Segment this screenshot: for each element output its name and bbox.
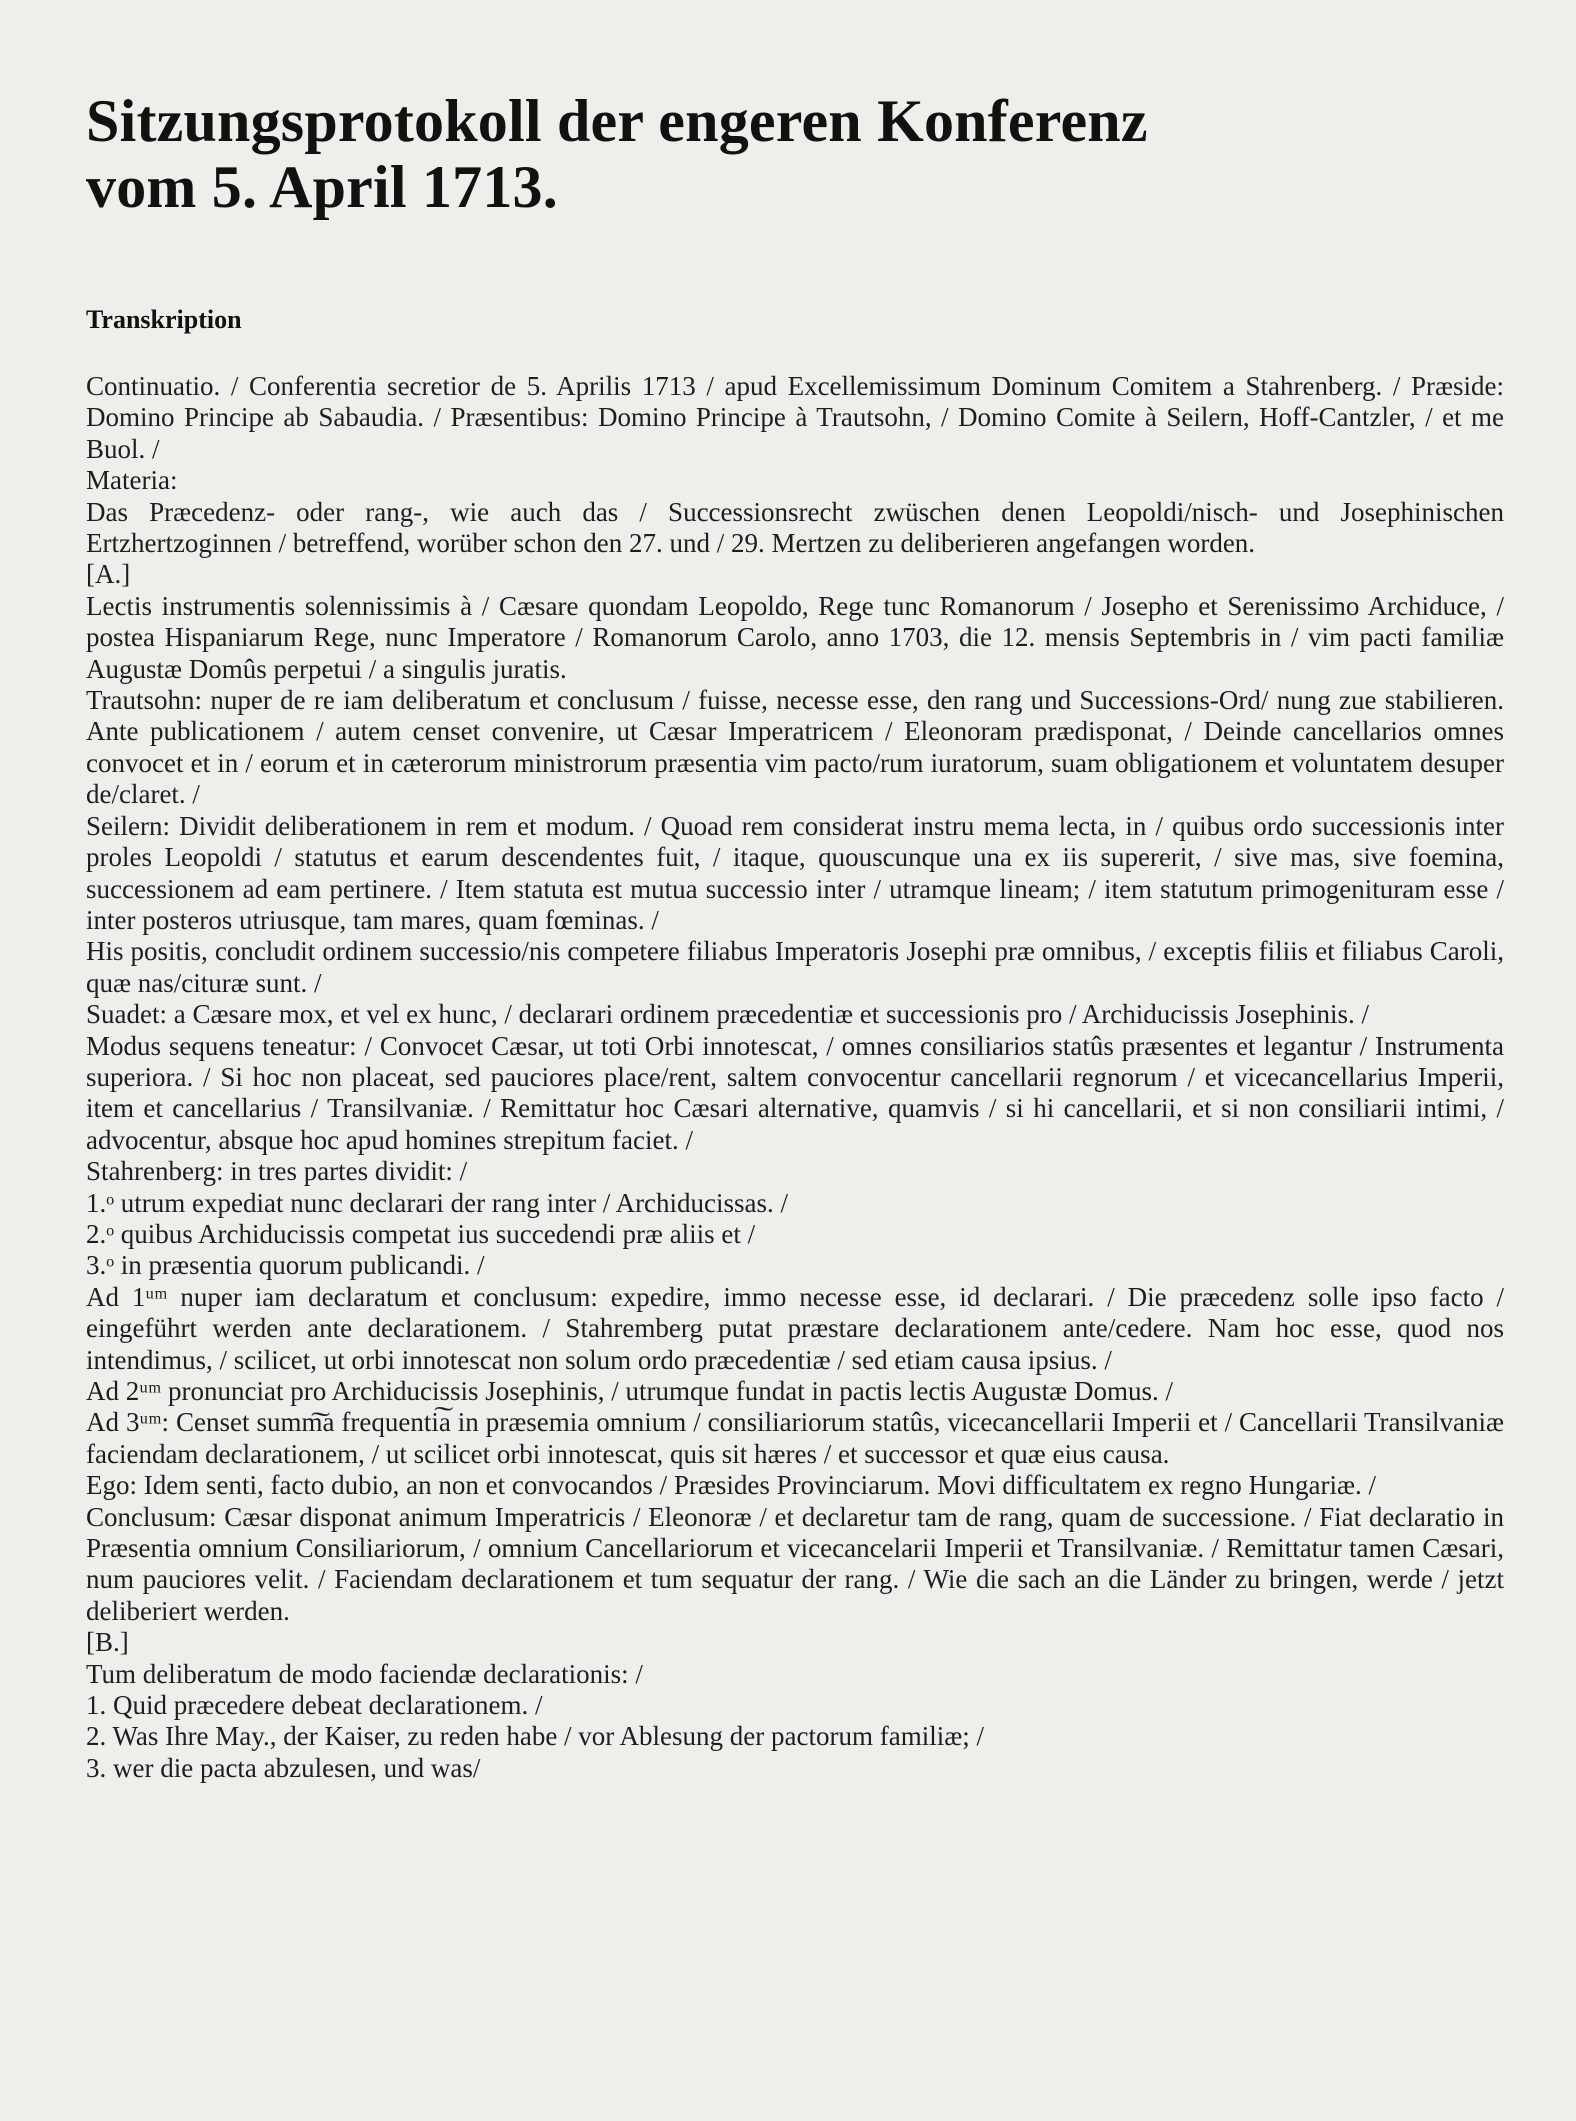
paragraph: Conclusum: Cæsar disponat animum Imperatricis / Eleonoræ / et declaretur tam de rang, quam de successione. / Fiat declaratio in Præsentia omnium Consiliariorum, / omnium Cancellariorum et vicecancelarii Imperii et Transilvaniæ. / Remittatur tamen Cæsari, num pauciores velit. / Faciendam declarationem et tum sequatur der rang. / Wie die sach an die Länder zu bringen, werde / jetzt deliberiert werden. (86, 1501, 1504, 1626)
paragraph: His positis, concludit ordinem successio/nis competere filiabus Imperatoris Josephi præ omnibus, / exceptis filiis et filiabus Caroli, quæ nas/cituræ sunt. / (86, 936, 1504, 998)
paragraph: 1. Quid præcedere debeat declarationem. / (86, 1690, 543, 1721)
paragraph: Ad 3ᵘᵐ: Censet summ͠a frequenti͠a in præsemia omnium / consiliariorum statûs, vicecancellarii Imperii et / Cancellarii Transilvaniæ faciendam declarationem, / ut scilicet orbi innotescat, quis sit hæres / et successor et quæ eius causa. (86, 1407, 1504, 1469)
paragraph: Lectis instrumentis solennissimis à / Cæsare quondam Leopoldo, Rege tunc Romanorum / Josepho et Serenissimo Archiduce, / postea Hispaniarum Rege, nunc Imperatore / Romanorum Carolo, anno 1703, die 12. mensis Septembris in / vim pacti familiæ Augustæ Domûs perpetui / a singulis juratis. (86, 590, 1504, 684)
paragraph: Trautsohn: nuper de re iam deliberatum et conclusum / fuisse, necesse esse, den rang und Successions-Ord/ nung zue stabilieren. Ante publicationem / autem censet convenire, ut Cæsar Imperatricem / Eleonoram prædisponat, / Deinde cancellarios omnes convocet et in / eorum et in cæterorum ministrorum præsentia vim pacto/rum iuratorum, suam obligationem et voluntatem desuper de/claret. / (86, 685, 1504, 810)
paragraph: Stahrenberg: in tres partes dividit: / (86, 1156, 468, 1187)
paragraph: Modus sequens teneatur: / Convocet Cæsar, ut toti Orbi innotescat, / omnes consiliarios statûs præsentes et legantur / Instrumenta superiora. / Si hoc non placeat, sed pauciores place/rent, saltem convocentur cancellarii regnorum / et vicecancellarius Imperii, item et cancellarius / Transilvaniæ. / Remittatur hoc Cæsari alternative, quamvis / si hi cancellarii, et si non consiliarii intimi, / advocentur, absque hoc apud homines strepitum faciet. / (86, 1030, 1504, 1155)
paragraph: Ad 1ᵘᵐ nuper iam declaratum et conclusum: expedire, immo necesse esse, id declarari. / Die præcedenz solle ipso facto / eingeführt werden ante declarationem. / Stahremberg putat præstare declarationem ante/cedere. Nam hoc esse, quod nos intendimus, / scilicet, ut orbi innotescat non solum ordo præcedentiæ / sed etiam causa ipsius. / (86, 1281, 1504, 1375)
document-page (86, 88, 1504, 1784)
paragraph: Suadet: a Cæsare mox, et vel ex hunc, / declarari ordinem præcedentiæ et successionis pro / Archiducissis Josephinis. / (86, 999, 1369, 1030)
document-title (86, 88, 1504, 220)
paragraph: 3. wer die pacta abzulesen, und was/ (86, 1752, 481, 1783)
paragraph: Das Præcedenz- oder rang-, wie auch das / Successionsrecht zwüschen denen Leopoldi/nisch- und Josephinischen Ertzhertzoginnen / betreffend, worüber schon den 27. und / 29. Mertzen zu deliberieren angefangen worden. (86, 496, 1504, 559)
paragraph: Tum deliberatum de modo faciendæ declarationis: / (86, 1658, 643, 1689)
section-label: Transkription (86, 305, 242, 334)
paragraph: [B.] (86, 1627, 129, 1658)
paragraph: 3.ᵒ in præsentia quorum publicandi. / (86, 1250, 485, 1281)
paragraph: 1.ᵒ utrum expediat nunc declarari der rang inter / Archiducissas. / (86, 1187, 789, 1218)
paragraph: Ego: Idem senti, facto dubio, an non et convocandos / Præsides Provinciarum. Movi difficultatem ex regno Hungariæ. / (86, 1470, 1377, 1501)
title-line-2: vom 5. April 1713. (86, 154, 558, 220)
paragraph: 2.ᵒ quibus Archiducissis competat ius succedendi præ aliis et / (86, 1218, 756, 1249)
paragraph: Continuatio. / Conferentia secretior de 5. Aprilis 1713 / apud Excellemissimum Dominum Comitem a Stahrenberg. / Præside: Domino Principe ab Sabaudia. / Præsentibus: Domino Principe à Trautsohn, / Domino Comite à Seilern, Hoff-Cantzler, / et me Buol. / (86, 371, 1504, 464)
transcription-body (86, 371, 1504, 1784)
paragraph: Materia: (86, 465, 178, 496)
paragraph: Ad 2ᵘᵐ pronunciat pro Archiducissis Josephinis, / utrumque fundat in pactis lectis Augustæ Domus. / (86, 1376, 1173, 1406)
paragraph: Seilern: Dividit deliberationem in rem et modum. / Quoad rem considerat instru mema lecta, in / quibus ordo successionis inter proles Leopoldi / statutus et earum descendentes fuit, / itaque, quouscunque una ex iis supererit, / sive mas, sive foemina, successionem ad eam pertinere. / Item statuta est mutua successio inter / utramque lineam; / item statutum primogenituram esse / inter posteros utriusque, tam mares, quam fœminas. / (86, 810, 1504, 935)
title-line-1: Sitzungsprotokoll der engeren Konferenz (86, 88, 1148, 154)
paragraph: 2. Was Ihre May., der Kaiser, zu reden habe / vor Ablesung der pactorum familiæ; / (86, 1721, 984, 1752)
paragraph: [A.] (86, 559, 131, 590)
